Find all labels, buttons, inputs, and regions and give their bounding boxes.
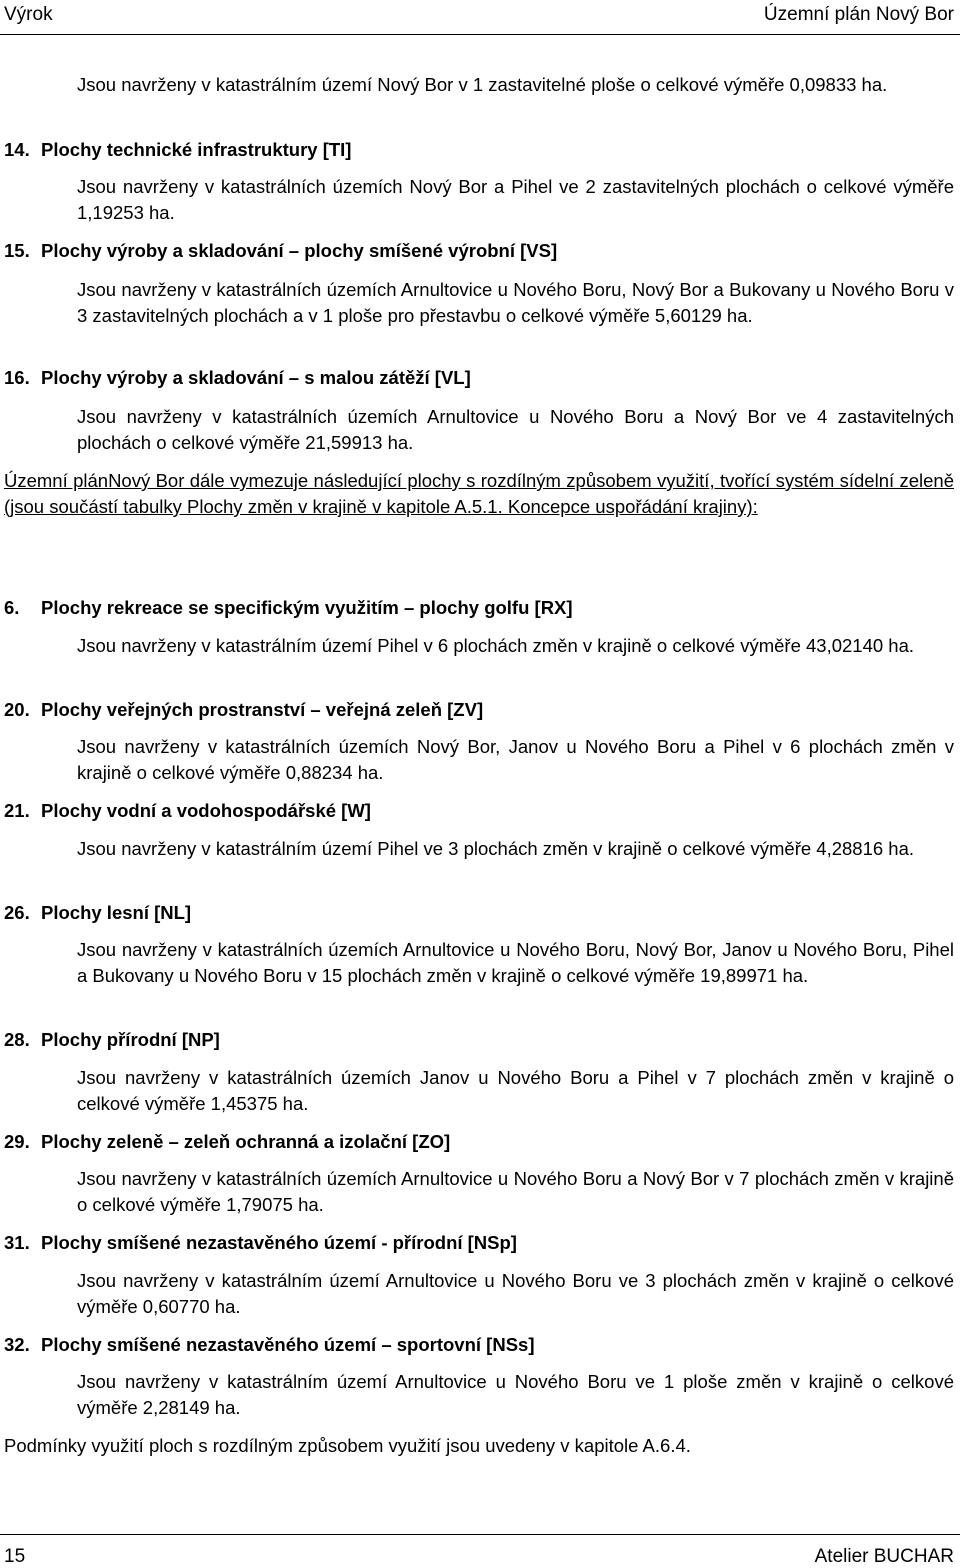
section-text: Jsou navrženy v katastrálních územích Arnultovice u Nového Boru a Nový Bor ve 4 zastavitelných plochách o celkové výměře 21,59913 ha. [77,406,954,453]
section-heading [4,1027,954,1053]
page-number: 15 [4,1546,26,1567]
section-title: Plochy technické infrastruktury [TI] [41,139,352,160]
header-right: Územní plán Nový Bor [763,4,954,25]
section-title: Plochy lesní [NL] [41,902,192,923]
section-number: 26. [4,902,30,923]
section-text: Jsou navrženy v katastrálních územích Nový Bor a Pihel ve 2 zastavitelných plochách o celkové výměře 1,19253 ha. [77,176,954,223]
section-number: 20. [4,699,30,720]
section-text: Jsou navrženy v katastrálním území Arnultovice u Nového Boru ve 3 plochách změn v krajině o celkové výměře 0,60770 ha. [77,1270,954,1317]
section-heading [4,595,954,621]
section-number: 29. [4,1131,30,1152]
section-heading [4,365,954,391]
section-heading [4,238,954,264]
intro-paragraph: Jsou navrženy v katastrálním území Nový Bor v 1 zastavitelné ploše o celkové výměře 0,09833 ha. [77,74,888,95]
section-heading [4,798,954,824]
section-number: 28. [4,1029,30,1050]
section-number: 32. [4,1334,30,1355]
section-text: Jsou navrženy v katastrálním území Pihel ve 3 plochách změn v krajině o celkové výměře 4,28816 ha. [77,838,915,859]
section-text: Jsou navrženy v katastrálním území Arnultovice u Nového Boru ve 1 ploše změn v krajině o celkové výměře 2,28149 ha. [77,1371,954,1418]
section-title: Plochy rekreace se specifickým využitím – plochy golfu [RX] [41,597,573,618]
section-text: Jsou navrženy v katastrálních územích Janov u Nového Boru a Pihel v 7 plochách změn v krajině o celkové výměře 1,45375 ha. [77,1067,954,1114]
section-number: 31. [4,1232,30,1253]
section-title: Plochy vodní a vodohospodářské [W] [41,800,371,821]
section-heading [4,1332,954,1358]
section-title: Plochy veřejných prostranství – veřejná zeleň [ZV] [41,699,484,720]
section-title: Plochy smíšené nezastavěného území - přírodní [NSp] [41,1232,517,1253]
section-text: Jsou navrženy v katastrálních územích Arnultovice u Nového Boru a Nový Bor v 7 plochách změn v krajině o celkové výměře 1,79075 ha. [77,1168,954,1215]
footer-right: Atelier BUCHAR [814,1546,954,1567]
section-heading [4,137,954,163]
section-number: 21. [4,800,30,821]
closing-paragraph: Podmínky využití ploch s rozdílným způsobem využití jsou uvedeny v kapitole A.6.4. [4,1435,691,1456]
section-number: 16. [4,367,30,388]
section-heading [4,1129,954,1155]
section-heading [4,1230,954,1256]
section-number: 15. [4,240,30,261]
section-heading [4,697,954,723]
underlined-paragraph: Územní plánNový Bor dále vymezuje následující plochy s rozdílným způsobem využití, tvořící systém sídelní zeleně (jsou součástí tabulky Plochy změn v krajině v kapitole A.5.1. Koncepce uspořádání krajiny): [4,470,954,517]
section-heading [4,900,954,926]
section-number: 14. [4,139,30,160]
section-text: Jsou navrženy v katastrálním území Pihel v 6 plochách změn v krajině o celkové výměře 43,02140 ha. [77,635,915,656]
section-text: Jsou navrženy v katastrálních územích Nový Bor, Janov u Nového Boru a Pihel v 6 plochách změn v krajině o celkové výměře 0,88234 ha. [77,736,954,783]
section-text: Jsou navrženy v katastrálních územích Arnultovice u Nového Boru, Nový Bor, Janov u Nového Boru, Pihel a Bukovany u Nového Boru v 15 plochách změn v krajině o celkové výměře 19,89971 ha. [77,939,954,986]
page-header [0,0,960,35]
section-title: Plochy zeleně – zeleň ochranná a izolační [ZO] [41,1131,451,1152]
header-left: Výrok [4,4,53,25]
section-title: Plochy přírodní [NP] [41,1029,220,1050]
section-number: 6. [4,597,20,618]
section-title: Plochy smíšené nezastavěného území – sportovní [NSs] [41,1334,535,1355]
section-title: Plochy výroby a skladování – s malou zátěží [VL] [41,367,471,388]
section-text: Jsou navrženy v katastrálních územích Arnultovice u Nového Boru, Nový Bor a Bukovany u Nového Boru v 3 zastavitelných plochách a v 1 ploše pro přestavbu o celkové výměře 5,60129 ha. [77,279,954,326]
section-title: Plochy výroby a skladování – plochy smíšené výrobní [VS] [41,240,558,261]
page-footer [0,1534,960,1566]
